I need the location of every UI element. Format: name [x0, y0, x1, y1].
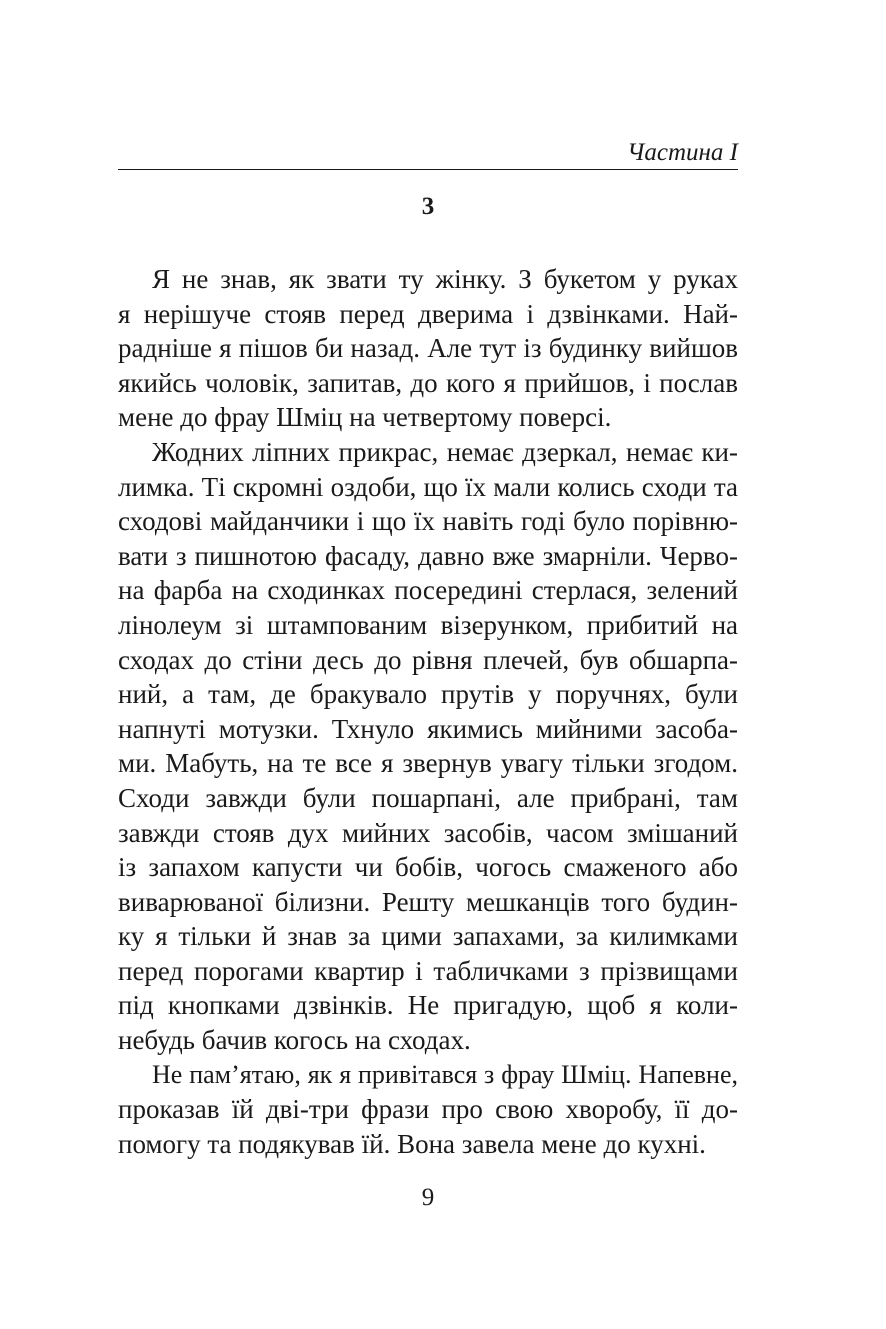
body-text: [118, 262, 738, 1161]
chapter-number: 3: [421, 193, 435, 220]
paragraph: [118, 262, 738, 435]
text-line: ми. Мабуть, на те все я звернув увагу тільки згодом.: [118, 748, 738, 779]
text-line: із запахом капусти чи бобів, чогось смаженого або: [118, 852, 738, 883]
text-line: на фарба на сходинках посередині стерлася, зелений: [118, 575, 738, 606]
text-line: перед порогами квартир і табличками з прізвищами: [118, 955, 738, 986]
text-line: лінолеум зі штампованим візерунком, прибитий на: [118, 609, 738, 640]
text-line: помогу та подякував їй. Вона завела мене до кухні.: [118, 1128, 706, 1159]
text-line: сходові майданчики і що їх навіть годі було порівню-: [118, 506, 738, 537]
text-line: Жодних ліпних прикрас, немає дзеркал, немає ки-: [152, 436, 738, 467]
paragraph: [118, 1058, 738, 1162]
text-line: напнуті мотузки. Тхнуло якимись мийними засоба-: [118, 713, 738, 744]
text-line: виварюваної білизни. Решту мешканців того будин-: [118, 886, 738, 917]
text-line: під кнопками дзвінків. Не пригадую, щоб я коли-: [118, 990, 738, 1021]
text-line: ку я тільки й знав за цими запахами, за килимками: [118, 921, 738, 952]
running-head: Частина I: [627, 139, 738, 166]
text-line: лимка. Ті скромні оздоби, що їх мали колись сходи та: [118, 471, 738, 502]
text-line: Я не знав, як звати ту жінку. З букетом у руках: [152, 264, 738, 294]
text-line: радніше я пішов би назад. Але тут із будинку вийшов: [118, 333, 738, 364]
text-line: я нерішуче стояв перед дверима і дзвінками. Най-: [118, 298, 738, 329]
text-line: проказав їй дві-три фрази про свою хворобу, її до-: [118, 1094, 738, 1125]
text-line: вати з пишнотою фасаду, давно вже змарніли. Черво-: [118, 540, 738, 571]
text-line: ний, а там, де бракувало прутів у поручнях, були: [118, 679, 738, 710]
text-line: Сходи завжди були пошарпані, але прибрані, там: [118, 782, 738, 813]
paragraph: [118, 435, 738, 1058]
header-rule: [118, 169, 738, 170]
text-line: завжди стояв дух мийних засобів, часом змішаний: [118, 817, 738, 848]
text-line: сходах до стіни десь до рівня плечей, був обшарпа-: [118, 644, 738, 675]
text-line: небудь бачив когось на сходах.: [118, 1025, 471, 1056]
text-line: Не пам’ятаю, як я привітався з фрау Шміц. Напевне,: [152, 1059, 738, 1089]
text-line: якийсь чоловік, запитав, до кого я прийшов, і послав: [118, 367, 738, 398]
page-number: 9: [421, 1184, 435, 1211]
text-line: мене до фрау Шміц на четвертому поверсі.: [118, 402, 612, 433]
